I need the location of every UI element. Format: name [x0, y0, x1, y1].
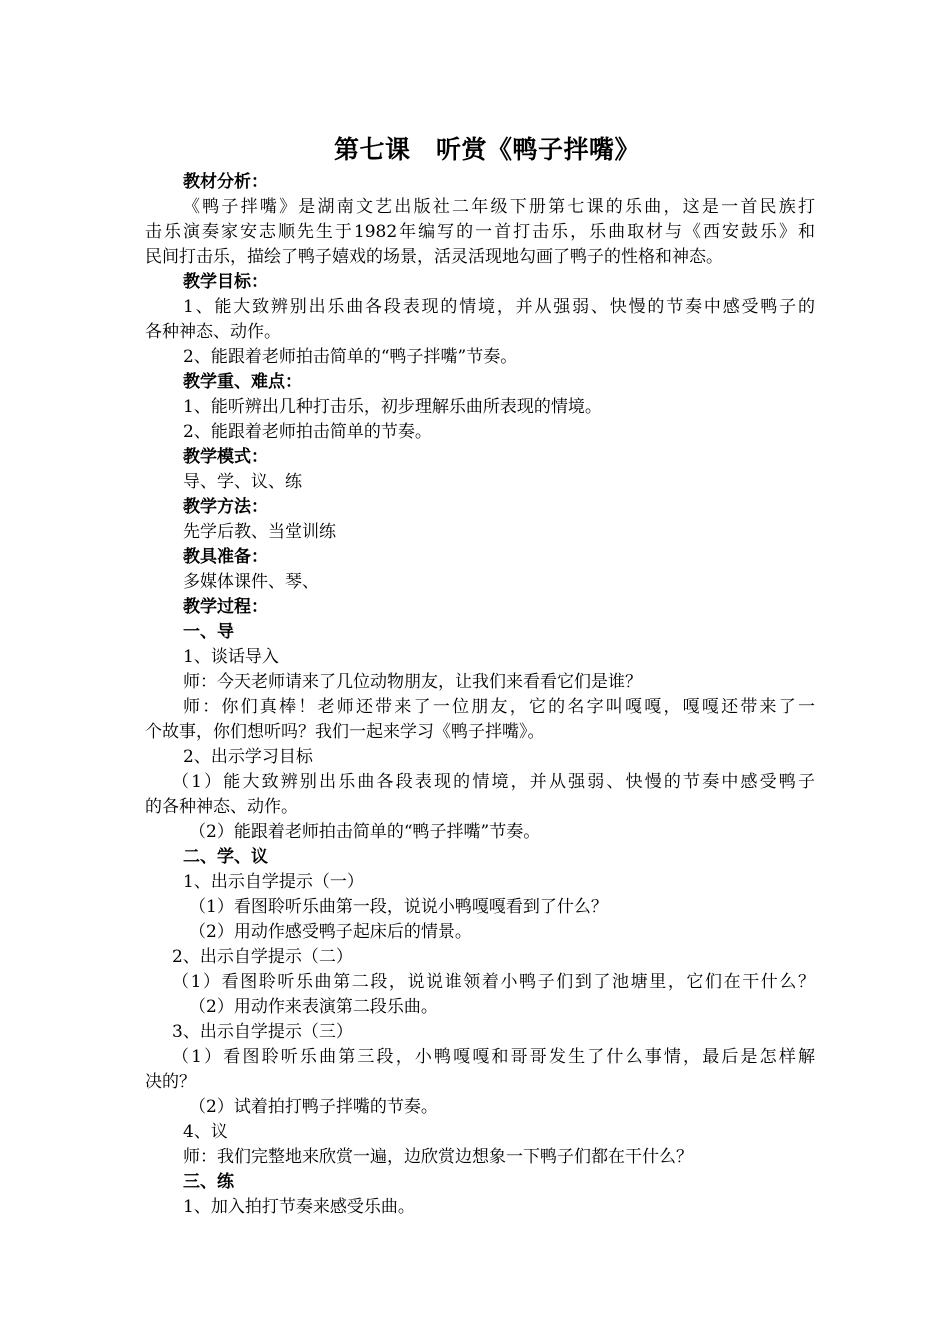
body-text-line: 导、学、议、练: [183, 472, 302, 492]
section-heading: 教材分析：: [183, 172, 268, 192]
body-text-line: 师：今天老师请来了几位动物朋友，让我们来看看它们是谁？: [183, 672, 642, 692]
body-text-line: 2、出示自学提示（二）: [172, 947, 353, 967]
body-text-line: 师：我们完整地来欣赏一遍，边欣赏边想象一下鸭子们都在干什么？: [183, 1147, 693, 1167]
body-text-line: 1、出示自学提示（一）: [183, 872, 364, 892]
body-text-line: 师：你们真棒！老师还带来了一位朋友，它的名字叫嘎嘎，嘎嘎还带来了一: [183, 697, 815, 717]
body-text-line: 击乐演奏家安志顺先生于1982年编写的一首打击乐，乐曲取材与《西安鼓乐》和: [145, 222, 815, 242]
body-text-line: 决的？: [145, 1072, 196, 1092]
section-heading: 教学方法：: [183, 497, 268, 517]
body-text-line: （2）用动作感受鸭子起床后的情景。: [189, 922, 472, 942]
body-text-line: 1、能听辨出几种打击乐，初步理解乐曲所表现的情境。: [183, 397, 602, 417]
body-text-line: 民间打击乐，描绘了鸭子嬉戏的场景，活灵活现地勾画了鸭子的性格和神态。: [145, 247, 723, 267]
section-heading: 一、导: [183, 622, 234, 642]
body-text-line: 《鸭子拌嘴》是湖南文艺出版社二年级下册第七课的乐曲，这是一首民族打: [183, 197, 815, 217]
body-text-line: （2）用动作来表演第二段乐曲。: [189, 997, 438, 1017]
body-text-line: 2、出示学习目标: [183, 747, 313, 767]
body-text-line: （1）看图聆听乐曲第三段，小鸭嘎嘎和哥哥发生了什么事情，最后是怎样解: [172, 1047, 815, 1067]
document-title: 第七课 听赏《鸭子拌嘴》: [333, 135, 640, 164]
section-heading: 教学目标：: [183, 272, 268, 292]
body-text-line: 4、议: [183, 1122, 228, 1142]
body-text-line: （2）能跟着老师拍击简单的“鸭子拌嘴”节奏。: [189, 822, 541, 842]
section-heading: 三、练: [183, 1172, 234, 1192]
body-text-line: 个故事，你们想听吗？我们一起来学习《鸭子拌嘴》。: [145, 722, 545, 742]
body-text-line: （1）能大致辨别出乐曲各段表现的情境，并从强弱、快慢的节奏中感受鸭子: [172, 772, 815, 792]
body-text-line: 多媒体课件、琴、: [183, 572, 319, 592]
body-text-line: 先学后教、当堂训练: [183, 522, 336, 542]
section-heading: 教学过程：: [183, 597, 268, 617]
body-text-line: 1、能大致辨别出乐曲各段表现的情境，并从强弱、快慢的节奏中感受鸭子的: [183, 297, 815, 317]
body-text-line: 的各种神态、动作。: [145, 797, 298, 817]
body-text-line: （1）看图聆听乐曲第二段，说说谁领着小鸭子们到了池塘里，它们在干什么？: [172, 972, 815, 992]
body-text-line: （1）看图聆听乐曲第一段，说说小鸭嘎嘎看到了什么？: [189, 897, 608, 917]
body-text-line: （2）试着拍打鸭子拌嘴的节奏。: [189, 1097, 438, 1117]
section-heading: 教学重、难点：: [183, 372, 302, 392]
body-text-line: 各种神态、动作。: [145, 322, 281, 342]
body-text-line: 2、能跟着老师拍击简单的节奏。: [183, 422, 432, 442]
document-body: [145, 170, 815, 1220]
body-text-line: 1、谈话导入: [183, 647, 279, 667]
body-text-line: 3、出示自学提示（三）: [172, 1022, 353, 1042]
body-text-line: 2、能跟着老师拍击简单的“鸭子拌嘴”节奏。: [183, 347, 518, 367]
section-heading: 二、学、议: [183, 847, 268, 867]
section-heading: 教具准备：: [183, 547, 268, 567]
body-text-line: 1、加入拍打节奏来感受乐曲。: [183, 1197, 415, 1217]
section-heading: 教学模式：: [183, 447, 268, 467]
document-page: [145, 130, 815, 1220]
